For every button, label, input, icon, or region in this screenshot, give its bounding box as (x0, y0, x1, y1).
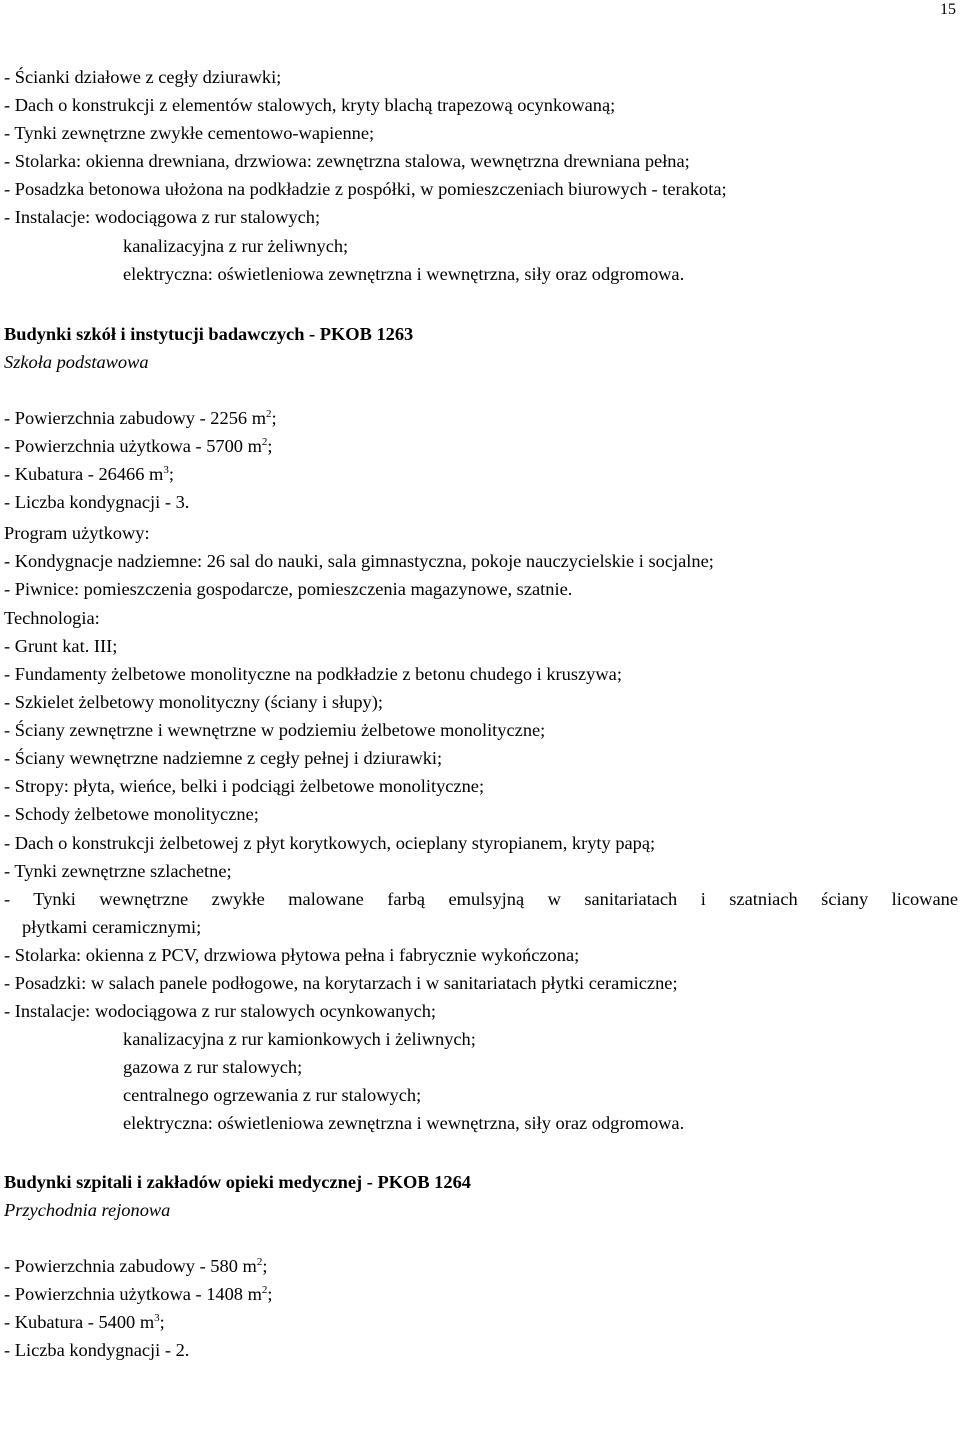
page-number: 15 (940, 1, 956, 18)
stat-item: - Powierzchnia zabudowy - 580 $m^2$; (4, 1255, 268, 1276)
section-heading: Budynki szkół i instytucji badawczych - PKOB 1263 (4, 323, 414, 344)
list-item: kanalizacyjna z rur żeliwnych; (123, 235, 349, 256)
previous-building-technology-list (4, 63, 958, 288)
section-clinic (4, 1168, 958, 1365)
technology-title: Technologia: (4, 607, 100, 628)
list-item: - Instalacje: wodociągowa z rur stalowych ocynkowanych; (4, 1001, 437, 1022)
stats-list (4, 1252, 958, 1364)
list-item: - Dach o konstrukcji żelbetowej z płyt korytkowych, ocieplany styropianem, kryty papą; (4, 832, 656, 853)
list-item: - Posadzka betonowa ułożona na podkładzie z pospółki, w pomieszczeniach biurowych - terakota; (4, 179, 727, 200)
section-school (4, 320, 958, 1138)
list-item: - Stolarka: okienna z PCV, drzwiowa płytowa pełna i fabrycznie wykończona; (4, 944, 580, 965)
list-item: - Fundamenty żelbetowe monolityczne na podkładzie z betonu chudego i kruszywa; (4, 663, 622, 684)
list-item: - Stropy: płyta, wieńce, belki i podciągi żelbetowe monolityczne; (4, 776, 485, 797)
list-item: gazowa z rur stalowych; (123, 1057, 303, 1078)
stat-item: - Liczba kondygnacji - 2. (4, 1340, 190, 1361)
list-item: - Ściany wewnętrzne nadziemne z cegły pełnej i dziurawki; (4, 748, 443, 769)
list-item: - Tynki wewnętrzne zwykłe malowane farbą emulsyjną w sanitariatach i szatniach ściany licowane (4, 888, 958, 909)
stat-item: - Powierzchnia zabudowy - 2256 $m^2$; (4, 408, 277, 429)
stat-item: - Kubatura - 5400 $m^3$; (4, 1312, 165, 1333)
list-item: - Grunt kat. III; (4, 635, 118, 656)
list-item: - Tynki zewnętrzne zwykłe cementowo-wapienne; (4, 123, 375, 144)
program-title: Program użytkowy: (4, 522, 150, 543)
list-item: - Tynki zewnętrzne szlachetne; (4, 860, 232, 881)
list-item: - Szkielet żelbetowy monolityczny (ściany i słupy); (4, 692, 383, 713)
list-item: centralnego ogrzewania z rur stalowych; (123, 1085, 422, 1106)
stat-item: - Powierzchnia użytkowa - 1408 $m^2$; (4, 1284, 273, 1305)
list-item: - Stolarka: okienna drewniana, drzwiowa: zewnętrzna stalowa, wewnętrzna drewniana pełna; (4, 151, 690, 172)
stat-item: - Liczba kondygnacji - 3. (4, 492, 190, 513)
list-item: kanalizacyjna z rur kamionkowych i żeliwnych; (123, 1029, 476, 1050)
list-item: - Dach o konstrukcji z elementów stalowych, kryty blachą trapezową ocynkowaną; (4, 95, 616, 116)
stat-item: - Kubatura - 26466 $m^3$; (4, 464, 174, 485)
section-subheading: Szkoła podstawowa (4, 351, 149, 372)
list-item: - Ściany zewnętrzne i wewnętrzne w podziemiu żelbetowe monolityczne; (4, 720, 546, 741)
document-body (4, 63, 958, 1364)
technology-list (4, 632, 958, 1138)
list-item: - Instalacje: wodociągowa z rur stalowych; (4, 207, 321, 228)
stats-list (4, 404, 958, 516)
stat-item: - Powierzchnia użytkowa - 5700 $m^2$; (4, 436, 273, 457)
list-item-continuation: płytkami ceramicznymi; (22, 916, 202, 937)
list-item: elektryczna: oświetleniowa zewnętrzna i wewnętrzna, siły oraz odgromowa. (123, 1113, 685, 1134)
list-item: - Kondygnacje nadziemne: 26 sal do nauki, sala gimnastyczna, pokoje nauczycielskie i socjalne; (4, 550, 714, 571)
list-item: elektryczna: oświetleniowa zewnętrzna i wewnętrzna, siły oraz odgromowa. (123, 263, 685, 284)
list-item: - Schody żelbetowe monolityczne; (4, 804, 259, 825)
section-subheading: Przychodnia rejonowa (4, 1199, 171, 1220)
list-item: - Piwnice: pomieszczenia gospodarcze, pomieszczenia magazynowe, szatnie. (4, 578, 573, 599)
list-item: - Ścianki działowe z cegły dziurawki; (4, 67, 282, 87)
list-item: - Posadzki: w salach panele podłogowe, na korytarzach i w sanitariatach płytki ceramiczne; (4, 973, 678, 993)
section-heading: Budynki szpitali i zakładów opieki medycznej - PKOB 1264 (4, 1171, 471, 1192)
